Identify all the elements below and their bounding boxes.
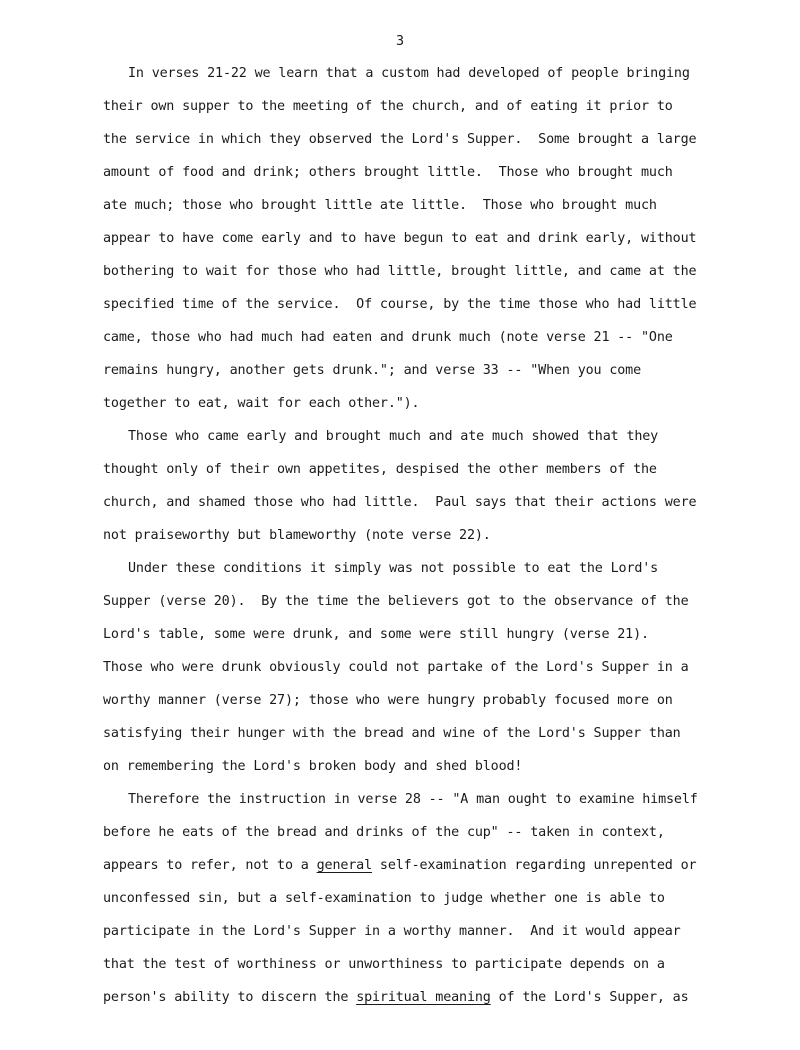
text-line: bothering to wait for those who had little, brought little, and came at the	[103, 264, 697, 279]
text-line: appear to have come early and to have begun to eat and drink early, without	[103, 231, 697, 246]
text-line: not praiseworthy but blameworthy (note verse 22).	[103, 528, 491, 543]
text-line: Therefore the instruction in verse 28 -- "A man ought to examine himself	[128, 792, 698, 807]
text-line	[103, 990, 689, 1005]
text-line: church, and shamed those who had little. Paul says that their actions were	[103, 495, 697, 510]
text-line: In verses 21-22 we learn that a custom had developed of people bringing	[128, 66, 690, 81]
text-line: Lord's table, some were drunk, and some were still hungry (verse 21).	[103, 627, 649, 642]
text-line: specified time of the service. Of course, by the time those who had little	[103, 297, 697, 312]
text-line: came, those who had much had eaten and drunk much (note verse 21 -- "One	[103, 330, 673, 345]
text-line: the service in which they observed the Lord's Supper. Some brought a large	[103, 132, 697, 147]
text-line: their own supper to the meeting of the church, and of eating it prior to	[103, 99, 673, 114]
text-line: worthy manner (verse 27); those who were hungry probably focused more on	[103, 693, 673, 708]
text-line: participate in the Lord's Supper in a worthy manner. And it would appear	[103, 924, 681, 939]
text-line	[103, 858, 696, 873]
text-line: thought only of their own appetites, despised the other members of the	[103, 462, 657, 477]
text-line: satisfying their hunger with the bread and wine of the Lord's Supper than	[103, 726, 681, 741]
text-segment: appears to refer, not to a	[103, 858, 317, 873]
text-segment: self-examination regarding unrepented or	[372, 858, 697, 873]
text-line: remains hungry, another gets drunk."; and verse 33 -- "When you come	[103, 363, 642, 378]
underlined-word-general: general	[316, 858, 373, 873]
text-line: Those who were drunk obviously could not partake of the Lord's Supper in a	[103, 660, 689, 675]
text-line: unconfessed sin, but a self-examination to judge whether one is able to	[103, 891, 665, 906]
page-number: 3	[396, 34, 404, 49]
text-segment: of the Lord's Supper, as	[490, 990, 689, 1005]
text-line: before he eats of the bread and drinks of the cup" -- taken in context,	[103, 825, 665, 840]
text-segment: person's ability to discern the	[103, 990, 357, 1005]
text-line: that the test of worthiness or unworthiness to participate depends on a	[103, 957, 665, 972]
text-line: ate much; those who brought little ate little. Those who brought much	[103, 198, 657, 213]
text-line: Under these conditions it simply was not possible to eat the Lord's	[128, 561, 659, 576]
text-line: Supper (verse 20). By the time the believers got to the observance of the	[103, 594, 689, 609]
text-line: together to eat, wait for each other.").	[103, 396, 420, 411]
underlined-phrase-spiritual-meaning: spiritual meaning	[356, 990, 491, 1005]
text-line: amount of food and drink; others brought little. Those who brought much	[103, 165, 673, 180]
text-line: Those who came early and brought much and ate much showed that they	[128, 429, 659, 444]
text-line: on remembering the Lord's broken body and shed blood!	[103, 759, 523, 774]
